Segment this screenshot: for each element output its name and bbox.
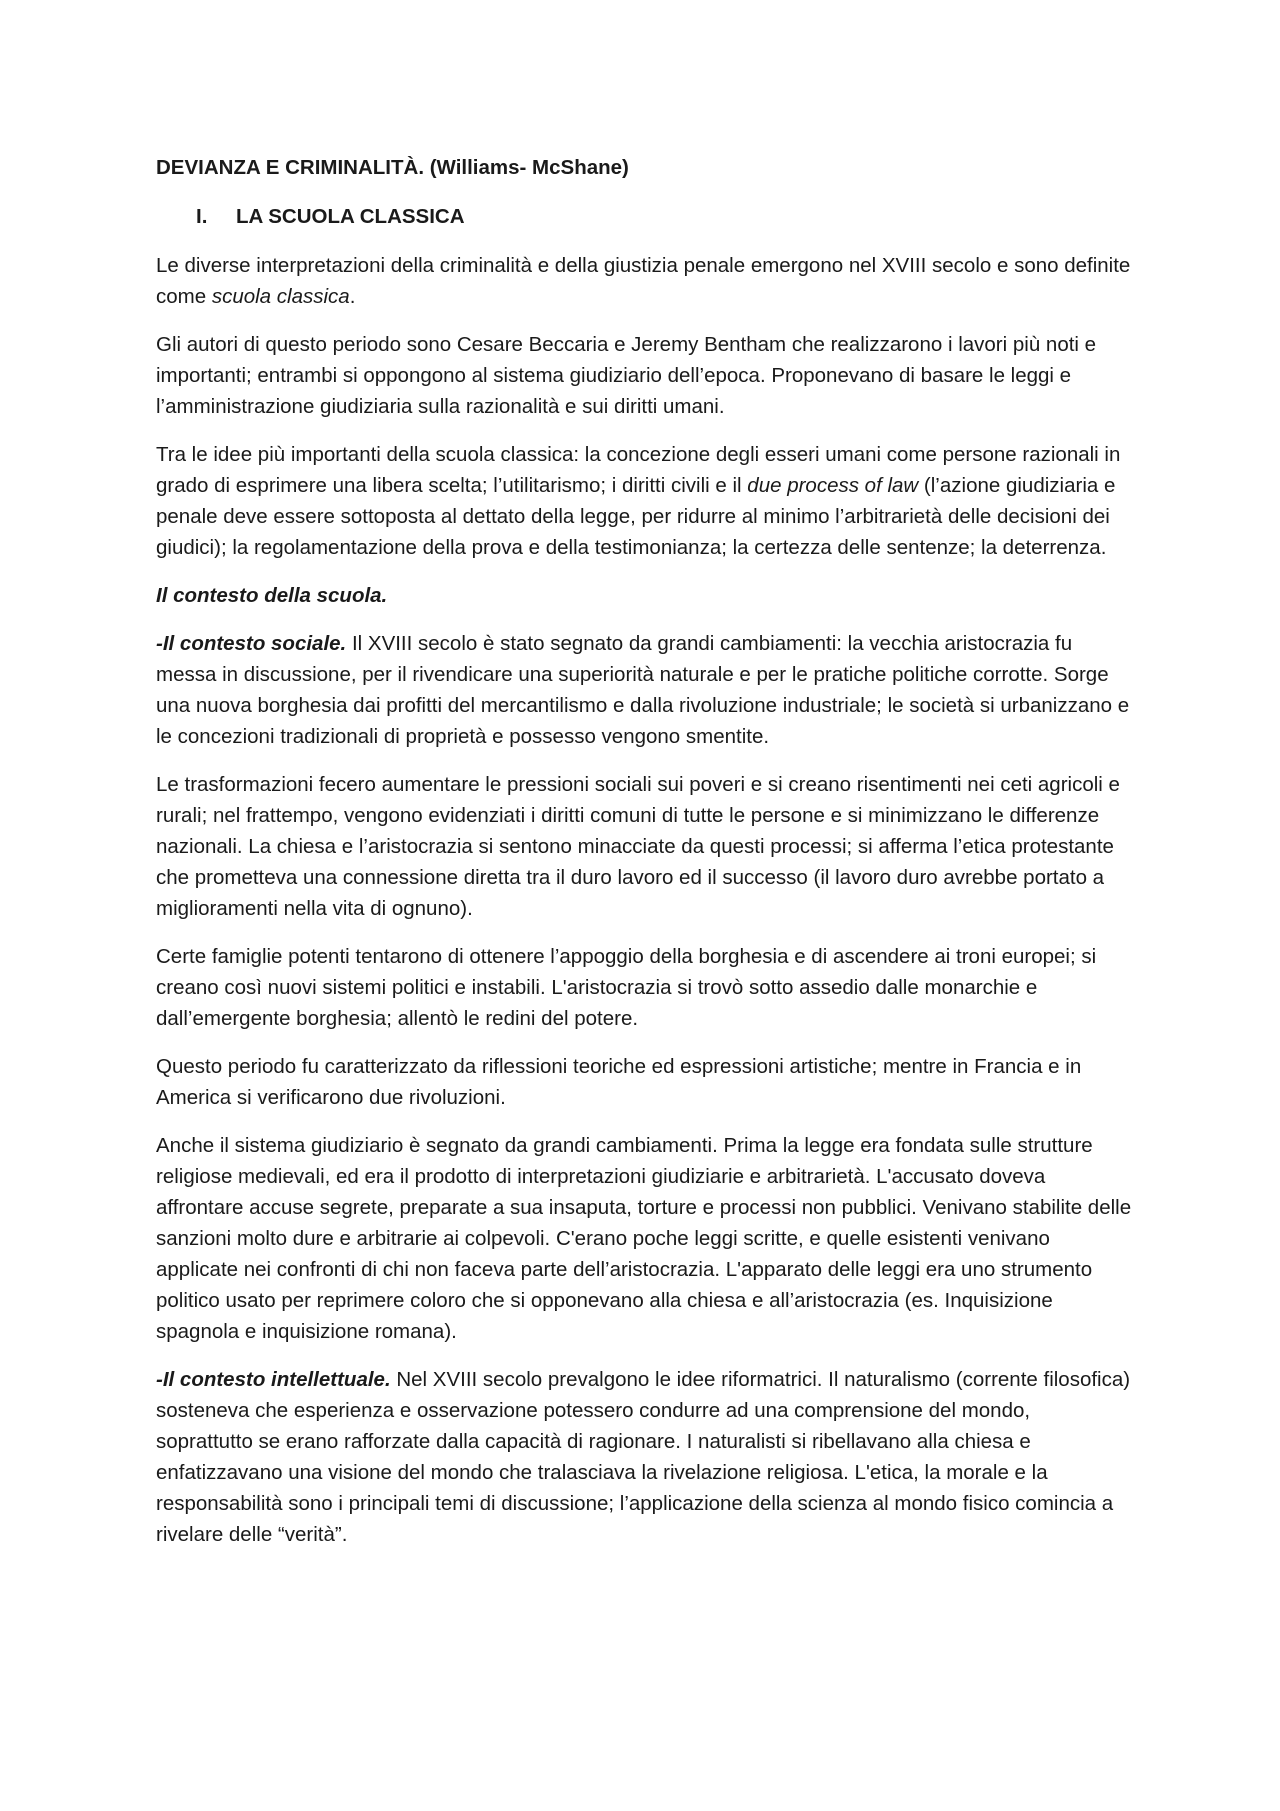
document-page [156,152,1132,1567]
paragraph-9 [156,1364,1132,1550]
paragraph-5: Le trasformazioni fecero aumentare le pressioni sociali sui poveri e si creano risentimenti nei ceti agricoli e rurali; nel frattempo, vengono evidenziati i diritti comuni di tutte le persone e si minimizzano le differenze nazionali. La chiesa e l’aristocrazia si sentono minacciate da questi processi; si afferma l’etica protestante che prometteva una connessione diretta tra il duro lavoro ed il successo (il lavoro duro avrebbe portato a miglioramenti nella vita di ognuno). [156,773,1120,920]
paragraph-1-end: . [349,285,356,308]
paragraph-1 [156,250,1132,312]
paragraph-2: Gli autori di questo periodo sono Cesare Beccaria e Jeremy Bentham che realizzarono i lavori più noti e importanti; entrambi si oppongono al sistema giudiziario dell’epoca. Proponevano di basare le leggi e l’amministrazione giudiziaria sulla razionalità e sui diritti umani. [156,333,1097,418]
paragraph-6: Certe famiglie potenti tentarono di ottenere l’appoggio della borghesia e di ascendere ai troni europei; si creano così nuovi sistemi politici e instabili. L'aristocrazia si trovò sotto assedio dalle monarchie e dall’emergente borghesia; allentò le redini del potere. [156,945,1097,1030]
section-number: I. [196,205,208,228]
paragraph-4-text: Il XVIII secolo è stato segnato da grandi cambiamenti: la vecchia aristocrazia fu messa in discussione, per il rivendicare una superiorità naturale e per le pratiche politiche corrotte. Sorge una nuova borghesia dai profitti del mercantilismo e dalla rivoluzione industriale; le società si urbanizzano e le concezioni tradizionali di proprietà e possesso vengono smentite. [156,632,1130,748]
paragraph-9-lead: -Il contesto intellettuale. [156,1368,391,1391]
subheading: Il contesto della scuola. [156,584,388,607]
paragraph-3-end: (l’azione giudiziaria e penale deve essere sottoposta al dettato della legge, per ridurre al minimo l’arbitrarietà delle decisioni dei giudici); la regolamentazione della prova e della testimonianza; la certezza delle sentenze; la deterrenza. [156,474,1116,559]
paragraph-9-text: Nel XVIII secolo prevalgono le idee riformatrici. Il naturalismo (corrente filosofica) sosteneva che esperienza e osservazione potessero condurre ad una comprensione del mondo, soprattutto se erano rafforzate dalla capacità di ragionare. I naturalisti si ribellavano alla chiesa e enfatizzavano una visione del mondo che tralasciava la rivelazione religiosa. L'etica, la morale e la responsabilità sono i principali temi di discussione; l’applicazione della scienza al mondo fisico comincia a rivelare delle “verità”. [156,1368,1131,1546]
paragraph-3 [156,439,1132,563]
section-title: LA SCUOLA CLASSICA [236,205,465,228]
paragraph-1-text: Le diverse interpretazioni della criminalità e della giustizia penale emergono nel XVIII secolo e sono definite come [156,254,1131,308]
paragraph-4 [156,628,1132,752]
paragraph-3-text: Tra le idee più importanti della scuola classica: la concezione degli esseri umani come persone razionali in grado di esprimere una libera scelta; l’utilitarismo; i diritti civili e il [156,443,1121,497]
section-heading [196,201,1132,232]
paragraph-1-italic: scuola classica [211,285,350,308]
paragraph-8: Anche il sistema giudiziario è segnato da grandi cambiamenti. Prima la legge era fondata sulle strutture religiose medievali, ed era il prodotto di interpretazioni giudiziarie e arbitrarietà. L'accusato doveva affrontare accuse segrete, preparate a sua insaputa, torture e processi non pubblici. Venivano stabilite delle sanzioni molto dure e arbitrarie ai colpevoli. C'erano poche leggi scritte, e quelle esistenti venivano applicate nei confronti di chi non faceva parte dell’aristocrazia. L'apparato delle leggi era uno strumento politico usato per reprimere coloro che si opponevano alla chiesa e all’aristocrazia (es. Inquisizione spagnola e inquisizione romana). [156,1134,1132,1343]
paragraph-7: Questo periodo fu caratterizzato da riflessioni teoriche ed espressioni artistiche; mentre in Francia e in America si verificarono due rivoluzioni. [156,1055,1082,1109]
paragraph-4-lead: -Il contesto sociale. [156,632,347,655]
paragraph-3-italic: due process of law [747,474,919,497]
document-title: DEVIANZA E CRIMINALITÀ. (Williams- McShane) [156,156,629,179]
